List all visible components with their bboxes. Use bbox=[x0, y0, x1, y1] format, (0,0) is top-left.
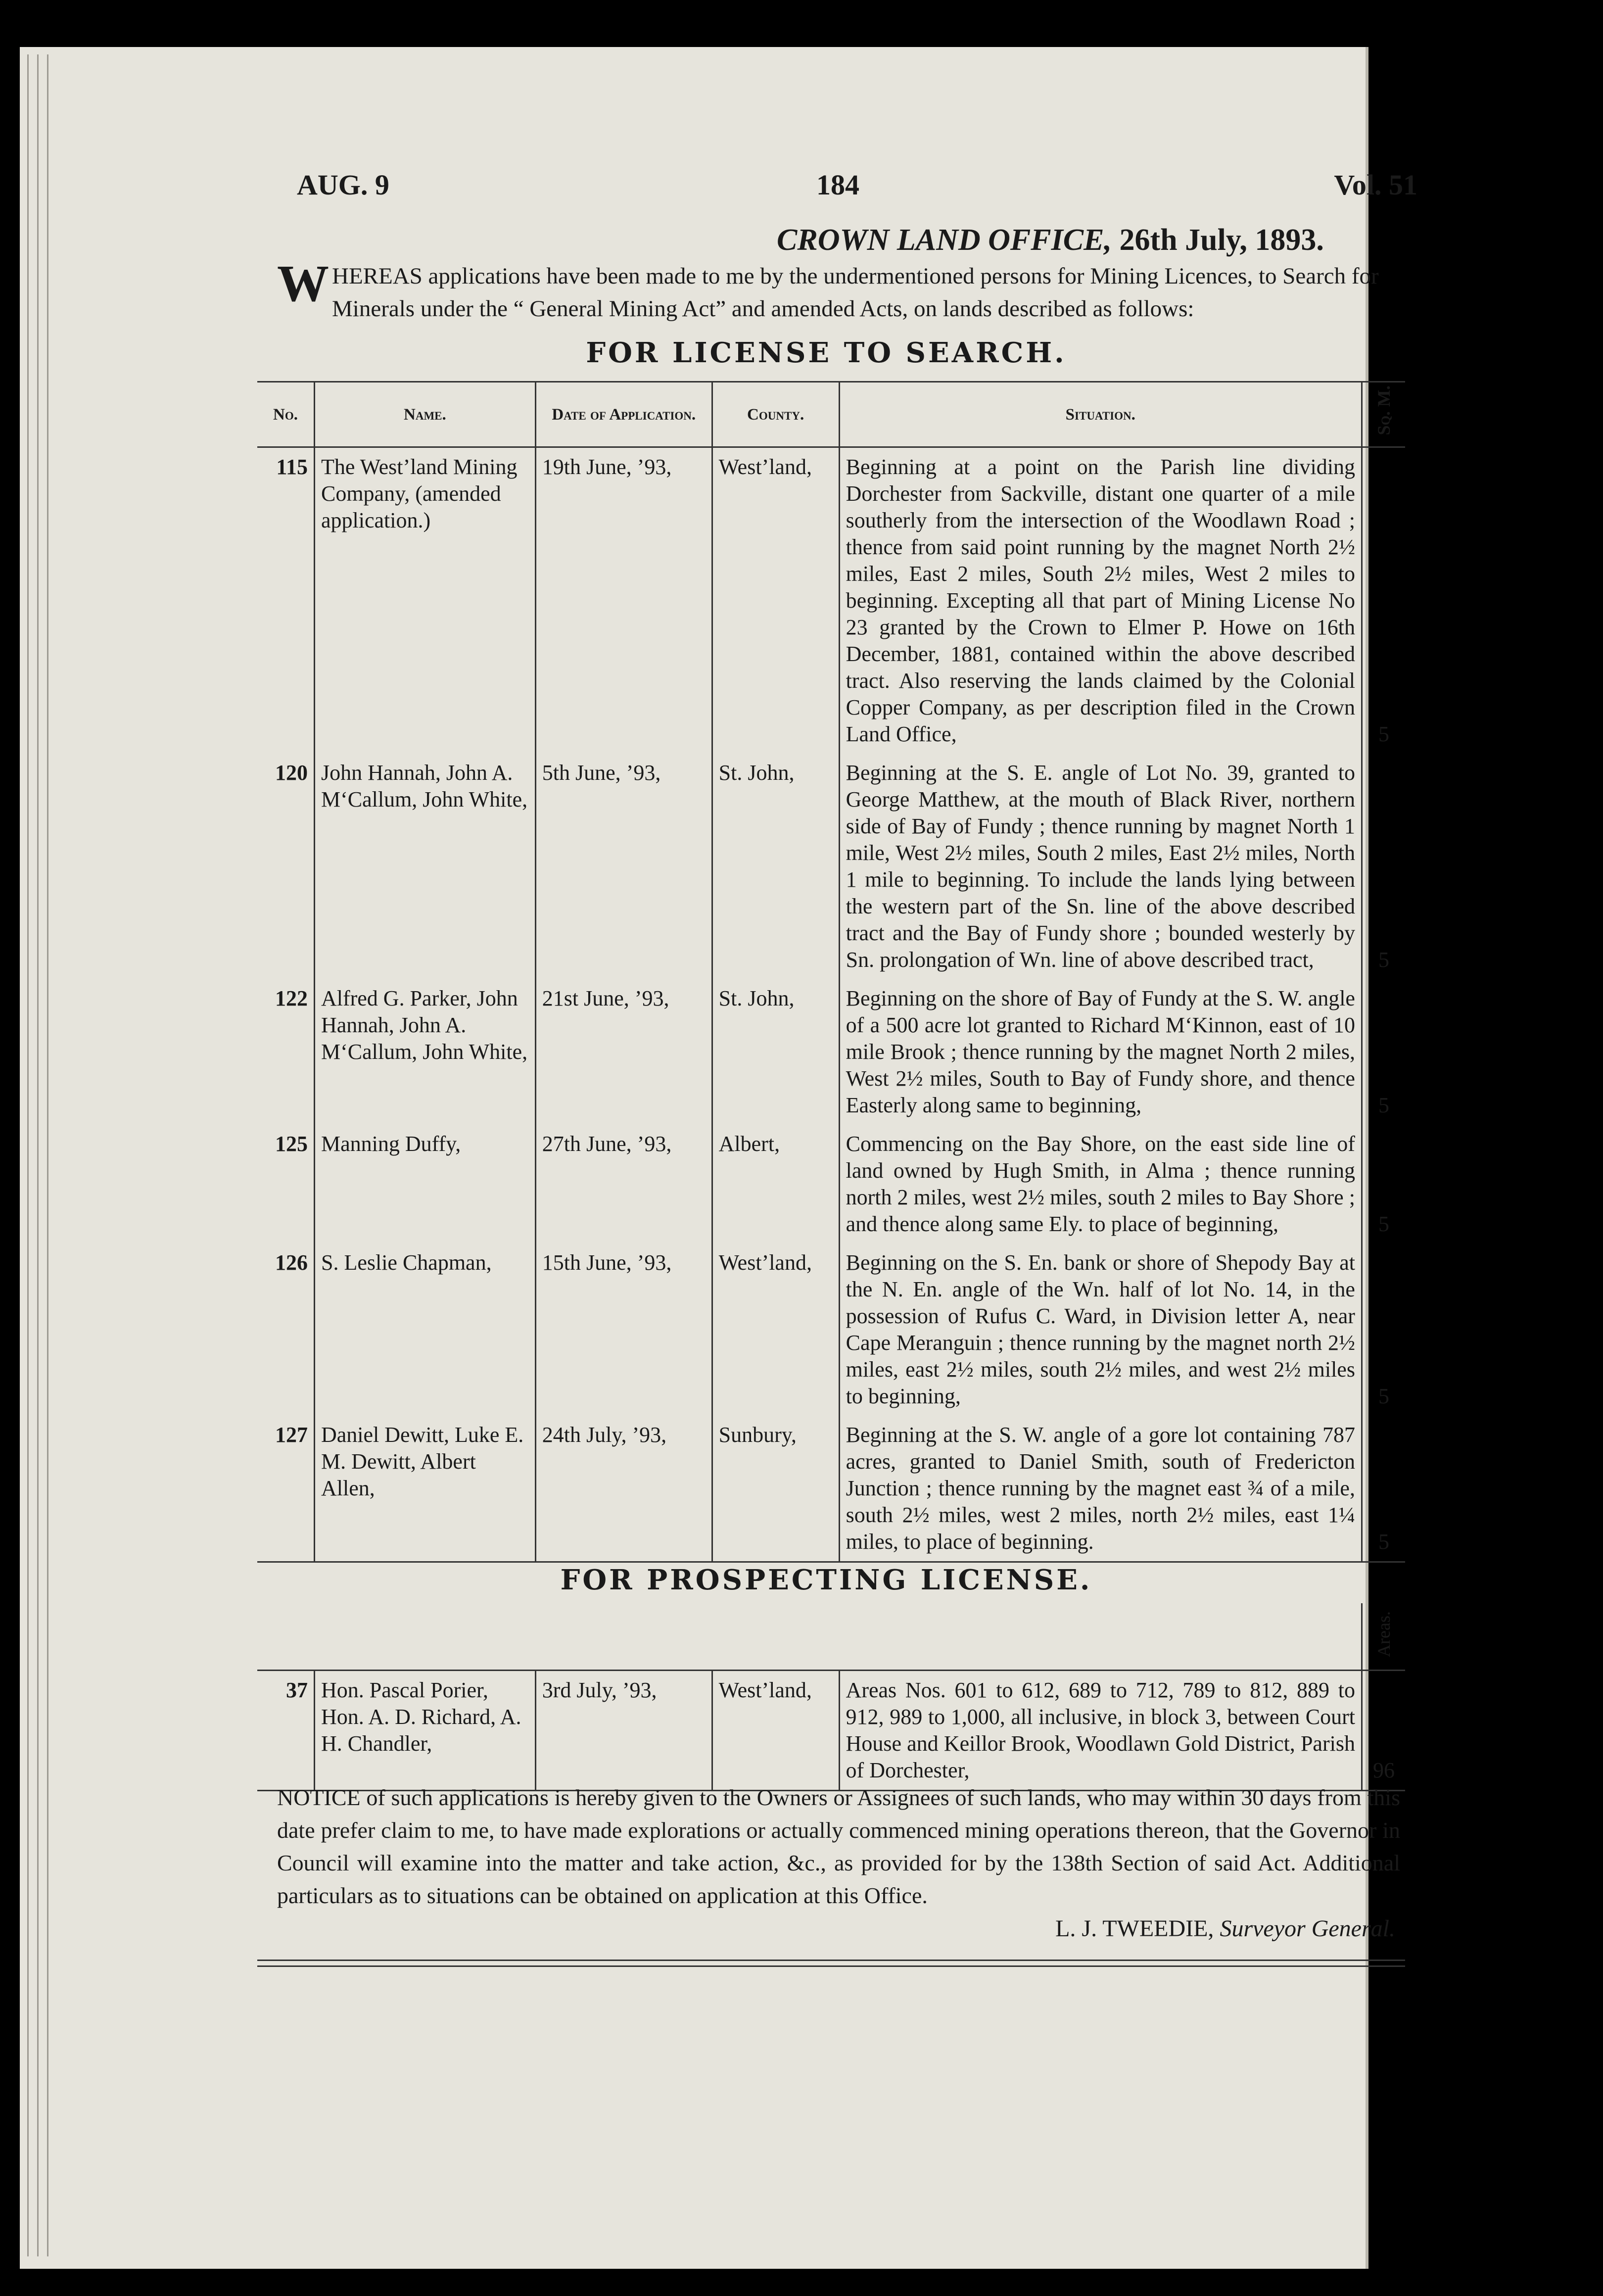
divider bbox=[257, 1960, 1405, 1961]
row-situation: Commencing on the Bay Shore, on the east side line of land owned by Hugh Smith, in Alma ; thence running north 2 miles, west 2½ miles, south 2 miles to Bay Shore ; and thence along same Ely. to place of beginning, bbox=[839, 1125, 1362, 1244]
row-name: John Hannah, John A. M‘Callum, John White, bbox=[314, 754, 535, 979]
row-date: 3rd July, ’93, bbox=[535, 1671, 712, 1791]
col-sq-label: Sq. M. bbox=[1373, 385, 1394, 435]
col-date: Date of Application. bbox=[535, 382, 712, 447]
row-county: West’land, bbox=[712, 447, 839, 754]
row-county: St. John, bbox=[712, 979, 839, 1125]
volume: Vol. 51 bbox=[1334, 169, 1417, 201]
table-row bbox=[257, 979, 1405, 1125]
col-no: No. bbox=[257, 382, 314, 447]
row-name: S. Leslie Chapman, bbox=[314, 1244, 535, 1416]
row-date: 27th June, ’93, bbox=[535, 1125, 712, 1244]
row-county: West’land, bbox=[712, 1671, 839, 1791]
row-situation: Beginning at a point on the Parish line dividing Dorchester from Sackville, distant one quarter of a mile southerly from the intersection of the Woodlawn Road ; thence from said point running by the magnet North 2½ miles, East 2 miles, South 2½ miles, West 2 miles to beginning. Excepting all that part of Mining License No 23 granted by the Crown to Elmer P. Howe on 16th December, 1881, contained within the above described tract. Also reserving the lands claimed by the Colonial Copper Company, as per description filed in the Crown Land Office, bbox=[839, 447, 1362, 754]
table-row bbox=[257, 1671, 1405, 1791]
col-sq bbox=[1362, 382, 1405, 447]
prospect-heading: FOR PROSPECTING LICENSE. bbox=[560, 1564, 1092, 1596]
page-edge bbox=[47, 54, 48, 2256]
row-county: Sunbury, bbox=[712, 1416, 839, 1562]
signature bbox=[1055, 1915, 1395, 1942]
table-header-row bbox=[257, 382, 1405, 447]
row-no: 120 bbox=[257, 754, 314, 979]
page-number: 184 bbox=[816, 169, 859, 201]
row-name: Daniel Dewitt, Luke E. M. Dewitt, Albert Allen, bbox=[314, 1416, 535, 1562]
row-no: 125 bbox=[257, 1125, 314, 1244]
intro-paragraph bbox=[277, 254, 1395, 325]
search-heading: FOR LICENSE TO SEARCH. bbox=[586, 336, 1067, 369]
page-edge bbox=[27, 54, 29, 2256]
row-name: The West’land Mining Company, (amended application.) bbox=[314, 447, 535, 754]
table-row bbox=[257, 447, 1405, 754]
row-date: 5th June, ’93, bbox=[535, 754, 712, 979]
row-county: St. John, bbox=[712, 754, 839, 979]
row-sq: 5 bbox=[1378, 948, 1389, 972]
col-name: Name. bbox=[314, 382, 535, 447]
row-no: 37 bbox=[257, 1671, 314, 1791]
row-date: 24th July, ’93, bbox=[535, 1416, 712, 1562]
search-table bbox=[257, 381, 1405, 1563]
prospect-table bbox=[257, 1603, 1405, 1791]
row-date: 15th June, ’93, bbox=[535, 1244, 712, 1416]
row-sq: 5 bbox=[1378, 1212, 1389, 1237]
gazette-page bbox=[257, 158, 1417, 1960]
row-no: 115 bbox=[257, 447, 314, 754]
prospect-header-row bbox=[257, 1603, 1405, 1671]
row-situation: Areas Nos. 601 to 612, 689 to 712, 789 to 812, 889 to 912, 989 to 1,000, all inclusive, in block 3, between Court House and Keillor Brook, Woodlawn Gold District, Parish of Dorchester, bbox=[839, 1671, 1362, 1791]
page-edge bbox=[37, 54, 39, 2256]
col-situation: Situation. bbox=[839, 382, 1362, 447]
office-heading bbox=[777, 223, 1324, 258]
office-date: 26th July, 1893. bbox=[1119, 223, 1324, 257]
notice-paragraph: NOTICE of such applications is hereby given to the Owners or Assignees of such lands, who may within 30 days from this date prefer claim to me, to have made explorations or actually commenced mining operations thereon, that the Governor in Council will examine into the matter and take action, &c., as provided for by the 138th Section of said Act. Additional particulars as to situations can be obtained on application at this Office. bbox=[277, 1785, 1400, 1908]
col-county: County. bbox=[712, 382, 839, 447]
row-sq: 5 bbox=[1378, 1093, 1389, 1118]
row-date: 19th June, ’93, bbox=[535, 447, 712, 754]
divider bbox=[257, 1965, 1405, 1967]
drop-cap: W bbox=[277, 254, 329, 312]
row-no: 127 bbox=[257, 1416, 314, 1562]
table-row bbox=[257, 1416, 1405, 1562]
header-date: AUG. 9 bbox=[297, 169, 389, 201]
row-areas: 96 bbox=[1372, 1758, 1395, 1782]
intro-text: HEREAS applications have been made to me by the undermentioned persons for Mining Licences, to Search for Minerals under the “ General Mining Act” and amended Acts, on lands described as follows: bbox=[332, 263, 1379, 322]
row-situation: Beginning on the S. En. bank or shore of Shepody Bay at the N. En. angle of the Wn. half of lot No. 14, in the possession of Rufus C. Ward, in Division letter A, near Cape Meranguin ; thence running by the magnet north 2½ miles, east 2½ miles, south 2½ miles, and west 2½ miles to beginning, bbox=[839, 1244, 1362, 1416]
table-row bbox=[257, 754, 1405, 979]
table-row bbox=[257, 1244, 1405, 1416]
signature-title: Surveyor General. bbox=[1220, 1915, 1395, 1942]
office-title: CROWN LAND OFFICE, bbox=[777, 223, 1112, 257]
row-name: Manning Duffy, bbox=[314, 1125, 535, 1244]
row-county: West’land, bbox=[712, 1244, 839, 1416]
row-sq: 5 bbox=[1378, 1384, 1389, 1409]
row-situation: Beginning at the S. E. angle of Lot No. 39, granted to George Matthew, at the mouth of Black River, northern side of Bay of Fundy ; thence running by magnet North 1 mile, West 2½ miles, South 2 miles, East 2½ miles, North 1 mile to beginning. To include the lands lying between the western part of the Sn. line of the above described tract and the Bay of Fundy shore ; bounded westerly by Sn. prolongation of Wn. line of above described tract, bbox=[839, 754, 1362, 979]
table-row bbox=[257, 1125, 1405, 1244]
row-county: Albert, bbox=[712, 1125, 839, 1244]
row-situation: Beginning at the S. W. angle of a gore lot containing 787 acres, granted to Daniel Smith, south of Fredericton Junction ; thence running by the magnet east ¾ of a mile, south 2½ miles, west 2 miles, north 2½ miles, east 1¼ miles, to place of beginning. bbox=[839, 1416, 1362, 1562]
row-name: Alfred G. Parker, John Hannah, John A. M‘Callum, John White, bbox=[314, 979, 535, 1125]
row-sq: 5 bbox=[1378, 722, 1389, 747]
signature-name: L. J. TWEEDIE, bbox=[1055, 1915, 1214, 1942]
row-no: 122 bbox=[257, 979, 314, 1125]
row-no: 126 bbox=[257, 1244, 314, 1416]
row-date: 21st June, ’93, bbox=[535, 979, 712, 1125]
row-name: Hon. Pascal Porier, Hon. A. D. Richard, A. H. Chandler, bbox=[314, 1671, 535, 1791]
areas-label: Areas. bbox=[1373, 1611, 1394, 1657]
row-situation: Beginning on the shore of Bay of Fundy at the S. W. angle of a 500 acre lot granted to Richard M‘Kinnon, east of 10 mile Brook ; thence running by the magnet North 2 miles, West 2½ miles, South to Bay of Fundy shore, and thence Easterly along same to beginning, bbox=[839, 979, 1362, 1125]
row-sq: 5 bbox=[1378, 1530, 1389, 1554]
